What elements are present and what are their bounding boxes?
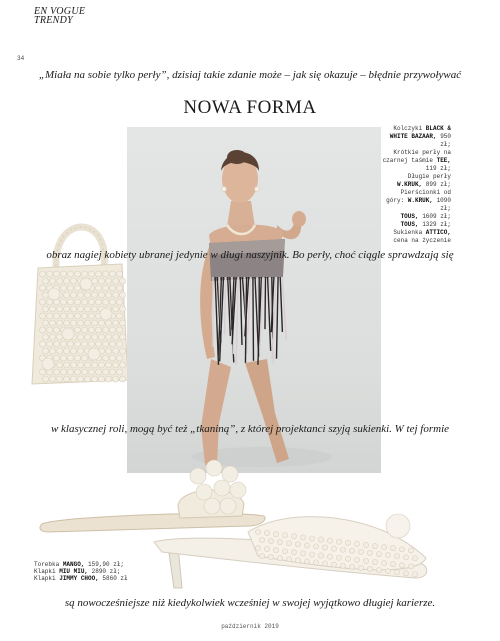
- credit-line-text: Krótkie perły na czarnej taśmie: [382, 149, 451, 164]
- credit-line-price: 899 zł;: [422, 181, 451, 188]
- credit-line: [380, 229, 451, 245]
- accessory-credit-line-brand: JIMMY CHOO,: [59, 575, 99, 582]
- accessory-credit-line: [34, 568, 144, 575]
- credit-line-price: cena na życzenie: [393, 237, 451, 244]
- headline: NOWA FORMA: [183, 97, 317, 118]
- footer-issue-date: październik 2019: [221, 623, 279, 630]
- model-photo: [127, 127, 381, 473]
- body-text-line-2: w klasycznej roli, mogą być też „tkaniną”, z której projektanci szyją sukienki. W tej formie: [50, 423, 450, 435]
- accessory-credits: [34, 561, 144, 582]
- section-label-line1: EN VOGUE: [34, 6, 86, 17]
- accessory-credit-line-text: Klapki: [34, 575, 60, 582]
- product-credits: [380, 125, 451, 245]
- credit-line-brand: W.KRUK,: [407, 197, 433, 204]
- credit-line-price: 119 zł;: [425, 165, 451, 172]
- credit-line: [380, 149, 451, 173]
- credit-line: [380, 125, 451, 149]
- model-figure: [127, 127, 381, 473]
- accessory-credit-line-text: Torebka: [34, 561, 63, 568]
- accessory-credit-line-price: 2890 zł;: [88, 568, 121, 575]
- credit-line-price: 1329 zł;: [418, 221, 451, 228]
- accessory-credit-line-brand: MIU MIU,: [59, 568, 89, 575]
- credit-line-brand: TEE,: [436, 157, 451, 164]
- pearl-handbag-image: [24, 184, 134, 394]
- credit-line-price: 1090 zł;: [432, 197, 451, 212]
- credit-line: [380, 213, 451, 221]
- accessory-credit-line-brand: MANGO,: [62, 561, 85, 568]
- credit-line-text: Sukienka: [393, 229, 426, 236]
- credit-line: [380, 189, 451, 213]
- credit-line-text: Pierścionki od góry:: [386, 189, 451, 204]
- credit-line-brand: BLACK & WHITE BAZAAR,: [389, 125, 451, 140]
- credit-line-brand: TOUS,: [400, 221, 419, 228]
- credit-line-price: 950 zł;: [436, 133, 451, 148]
- credit-line-price: 1609 zł;: [418, 213, 451, 220]
- accessory-credit-line: [34, 575, 144, 582]
- intro-line: „Miała na sobie tylko perły”, dzisiaj takie zdanie może – jak się okazuje – błędnie przywoływać: [38, 69, 462, 81]
- body-text-line-3: są nowocześniejsze niż kiedykolwiek wcześniej w swojej wyjątkowo długiej karierze.: [64, 597, 436, 609]
- body-text-line-1: obraz nagiej kobiety ubranej jedynie w długi naszyjnik. Bo perły, choć ciągle sprawdzają się: [46, 249, 454, 261]
- credit-line: [380, 221, 451, 229]
- accessory-credit-line-text: Klapki: [34, 568, 60, 575]
- credit-line-text: Długie perły: [407, 173, 451, 180]
- accessory-credit-line-price: 5860 zł: [98, 575, 128, 582]
- accessory-credit-line-price: 159,90 zł;: [84, 561, 125, 568]
- credit-line-text: Kolczyki: [393, 125, 426, 132]
- accessory-credit-line: [34, 561, 144, 568]
- credit-line-brand: ATTICO,: [425, 229, 451, 236]
- page-number: 34: [17, 55, 25, 62]
- section-label-line2: TRENDY: [34, 15, 74, 26]
- credit-line-brand: TOUS,: [400, 213, 419, 220]
- credit-line-brand: W.KRUK,: [396, 181, 423, 188]
- section-label: [34, 7, 85, 25]
- credit-line: [380, 173, 451, 189]
- pearl-mule-image: [148, 502, 438, 602]
